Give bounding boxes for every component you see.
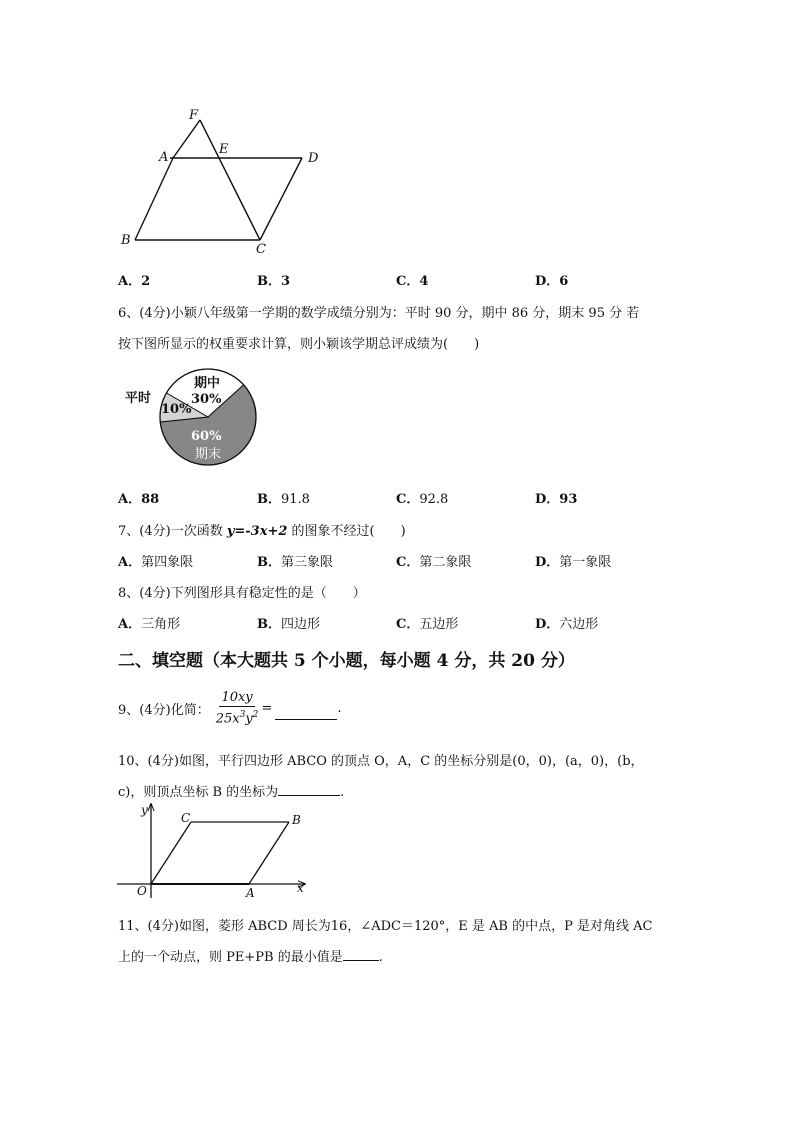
q7-option-c[interactable]: C．第二象限 bbox=[396, 555, 472, 570]
pie-label-midterm: 期中 bbox=[194, 376, 221, 391]
q7-option-a[interactable]: A．第四象限 bbox=[118, 555, 194, 570]
q7-number: 7、(4分) bbox=[118, 524, 171, 539]
section-fill-in-heading: 二、填空题（本大题共 5 个小题，每小题 4 分，共 20 分） bbox=[118, 651, 575, 671]
segment-oc bbox=[151, 822, 191, 884]
q11-text-line1: 11、(4分)如图，菱形 ABCD 周长为16，∠ADC＝120°，E 是 AB 的中点，P 是对角线 AC bbox=[118, 919, 653, 934]
pie-label-regular: 平时 bbox=[125, 391, 152, 406]
q9-text: 9、(4分) 化简： $\frac{10xy}{25x^3y^2}$ = . bbox=[118, 690, 342, 727]
segment-ba bbox=[249, 822, 289, 884]
label-b: B bbox=[292, 813, 301, 827]
q10-number: 10、(4分) bbox=[118, 754, 179, 769]
label-e: E bbox=[219, 142, 229, 157]
label-a: A bbox=[246, 886, 255, 900]
q8-option-b[interactable]: B．四边形 bbox=[257, 617, 321, 632]
q6-text-line1: 6、(4分)小颖八年级第一学期的数学成绩分别为：平时 90 分，期中 86 分，期末 95 分 若 bbox=[118, 306, 640, 321]
label-y: y bbox=[141, 803, 148, 817]
q9-number: 9、(4分) bbox=[118, 702, 171, 718]
q7-function: y=-3x+2 bbox=[226, 524, 288, 539]
segment-ab bbox=[135, 158, 173, 240]
q5-option-b[interactable]: B．3 bbox=[257, 274, 291, 289]
q8-text: 8、(4分)下列图形具有稳定性的是（ ） bbox=[118, 586, 366, 601]
label-o: O bbox=[137, 884, 147, 898]
q9-numerator: 10xy bbox=[221, 690, 253, 705]
q11-number: 11、(4分) bbox=[118, 919, 179, 934]
segment-dc bbox=[260, 158, 302, 240]
label-b: B bbox=[121, 233, 131, 248]
parallelogram-figure-q5 bbox=[110, 100, 340, 260]
q10-text-line1: 10、(4分)如图，平行四边形 ABCO 的顶点 O，A，C 的坐标分别是(0，0)，(a，0)，(b， bbox=[118, 754, 644, 769]
q5-option-c[interactable]: C．4 bbox=[396, 274, 429, 289]
weight-pie-chart bbox=[120, 364, 270, 474]
label-c: C bbox=[181, 811, 191, 825]
segment-fc bbox=[200, 120, 260, 240]
q9-fraction bbox=[216, 690, 259, 726]
q9-answer-blank[interactable] bbox=[275, 707, 337, 720]
label-c: C bbox=[256, 242, 266, 257]
q6-option-d[interactable]: D．93 bbox=[535, 492, 578, 507]
q6-option-a[interactable]: A．88 bbox=[118, 492, 160, 507]
q9-denominator: $25x^3y^2$ bbox=[215, 710, 259, 727]
pie-percent-final: 60% bbox=[191, 429, 222, 444]
q7-option-d[interactable]: D．第一象限 bbox=[535, 555, 612, 570]
q5-option-a[interactable]: A．2 bbox=[118, 274, 151, 289]
q8-option-a[interactable]: A．三角形 bbox=[118, 617, 181, 632]
q6-number: 6、(4分) bbox=[118, 306, 171, 321]
q6-option-b[interactable]: B．91.8 bbox=[257, 492, 310, 507]
q11-text-line2: 上的一个动点，则 PE+PB 的最小值是 . bbox=[118, 950, 383, 965]
q10-text-line2: c)，则顶点坐标 B 的坐标为 . bbox=[118, 785, 345, 800]
coordinate-parallelogram-figure-q10 bbox=[115, 800, 315, 900]
q7-text: 7、(4分)一次函数 y=-3x+2 的图象不经过( ) bbox=[118, 524, 406, 539]
pie-label-final: 期末 bbox=[195, 447, 222, 462]
q6-option-c[interactable]: C．92.8 bbox=[396, 492, 449, 507]
q6-text-line2: 按下图所显示的权重要求计算，则小颖该学期总评成绩为( ) bbox=[118, 337, 480, 352]
q8-number: 8、(4分) bbox=[118, 586, 171, 601]
q5-option-d[interactable]: D．6 bbox=[535, 274, 569, 289]
label-x: x bbox=[297, 881, 304, 895]
pie-percent-midterm: 30% bbox=[191, 392, 222, 407]
label-f: F bbox=[189, 108, 199, 123]
q8-option-d[interactable]: D．六边形 bbox=[535, 617, 599, 632]
pie-percent-regular: 10% bbox=[161, 402, 192, 417]
q11-answer-blank[interactable] bbox=[343, 948, 379, 961]
segment-af bbox=[173, 120, 200, 158]
q8-option-c[interactable]: C．五边形 bbox=[396, 617, 459, 632]
q7-option-b[interactable]: B．第三象限 bbox=[257, 555, 334, 570]
label-a: A bbox=[159, 150, 169, 165]
q10-answer-blank[interactable] bbox=[278, 783, 340, 796]
label-d: D bbox=[308, 151, 319, 166]
